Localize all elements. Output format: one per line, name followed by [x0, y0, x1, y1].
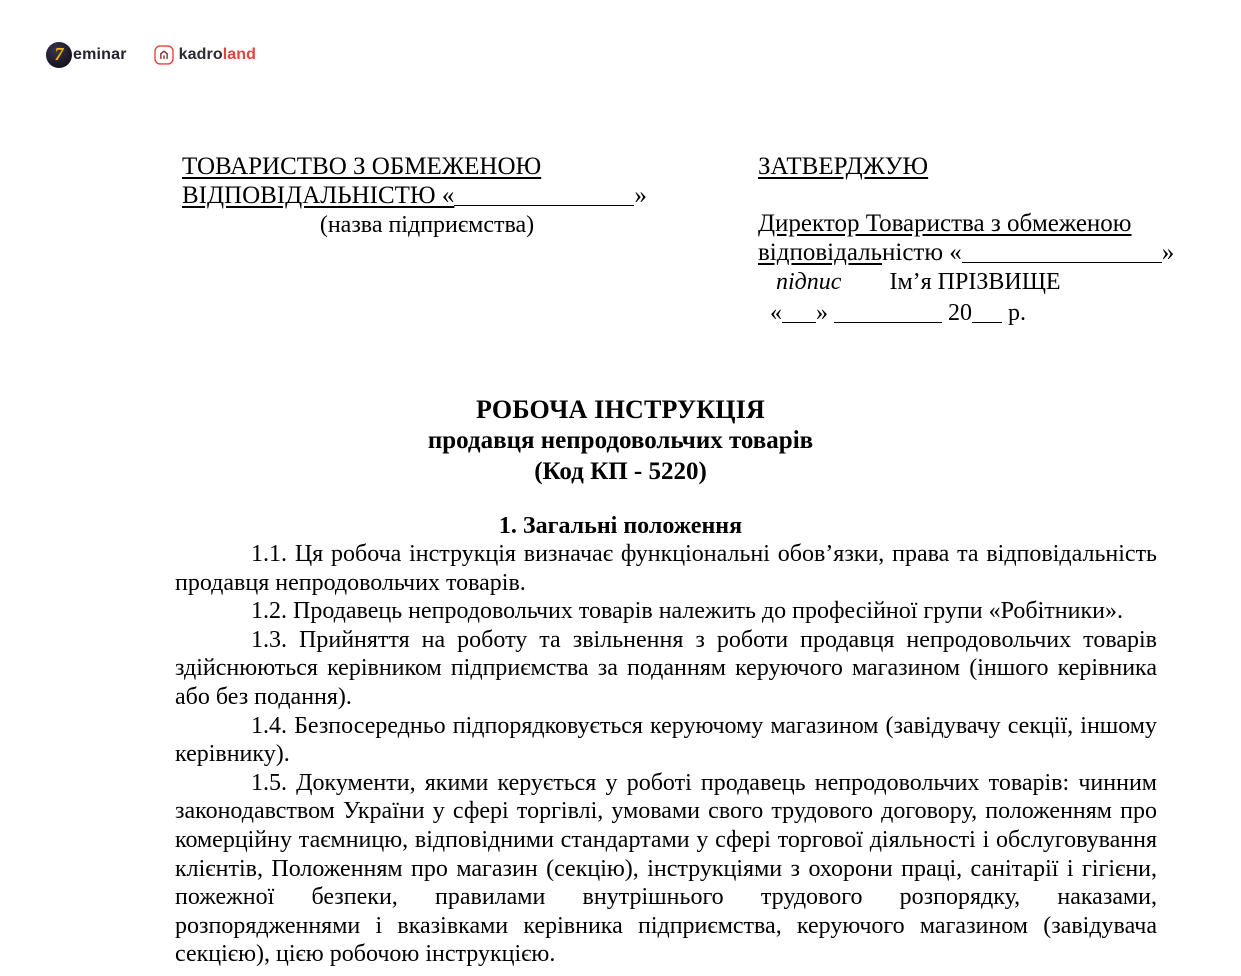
date-year-prefix: 20: [948, 300, 972, 326]
document-header: [0, 152, 1241, 342]
document-subtitle: продавця непродовольчих товарів: [427, 427, 814, 454]
approver-company-blank[interactable]: [962, 262, 1162, 263]
document-title-block: [0, 394, 1241, 487]
kadroland-logo[interactable]: [153, 44, 256, 66]
date-day-blank[interactable]: [782, 322, 816, 323]
company-caption: (назва підприємства): [319, 212, 535, 238]
branding-bar: [46, 38, 256, 72]
approval-block: [758, 152, 1178, 329]
signature-label: підпис: [776, 269, 842, 295]
paragraph-1-1: 1.1. Ця робоча інструкція визначає функціональні обов’язки, права та відповідальність продавця непродовольчих товарів.: [175, 541, 1157, 596]
zeminar-logo[interactable]: [46, 42, 127, 68]
section-body: [175, 540, 1157, 969]
approver-line-2-underlined: відповідаль: [758, 239, 883, 266]
date-year-blank[interactable]: [972, 322, 1002, 323]
date-month-blank[interactable]: [834, 322, 942, 323]
kadroland-word-dark: kadro: [178, 46, 223, 63]
company-line-2: [182, 181, 672, 210]
date-year-suffix: р.: [1002, 300, 1026, 326]
kadroland-house-logo-icon: [153, 44, 175, 66]
zeminar-wordmark: eminar: [73, 46, 127, 63]
date-row: [758, 298, 1178, 329]
approver-line-2: [758, 238, 1178, 267]
paragraph-1-4: 1.4. Безпосередньо підпорядковується керуючому магазином (завідувачу секції, іншому керівнику).: [175, 712, 1157, 768]
zeminar-circle-logo-icon: [46, 42, 72, 68]
date-open-quote: «: [770, 300, 782, 326]
approver-line-2-rest: ністю «: [882, 239, 962, 266]
document-code: (Код КП - 5220): [534, 458, 707, 485]
date-close-quote: »: [816, 300, 828, 326]
document-title: РОБОЧА ІНСТРУКЦІЯ: [475, 395, 766, 424]
zeminar-mark-letter: 7: [54, 44, 64, 64]
paragraph-1-5: 1.5. Документи, якими керується у роботі продавець непродовольчих товарів: чинним законодавством України у сфері торгівлі, умовами свого трудового договору, положенням про комерційну таємницю, відповідними стандартами у сфері торгової діяльності і обслуговування клієнтів, Положенням про магазин (секцію), інструкціями з охорони праці, санітарії і гігієни, пожежної безпеки, правилами внутрішнього трудового розпорядку, наказами, розпорядженнями і вказівками керівника підприємства, керуючого магазином (завідувача секцією), цією робочою інструкцією.: [175, 769, 1157, 968]
company-line-1: ТОВАРИСТВО З ОБМЕЖЕНОЮ: [182, 153, 542, 180]
company-block: [182, 152, 672, 240]
approver-line-1: Директор Товариства з обмеженою: [758, 210, 1132, 237]
kadroland-word-red: land: [222, 46, 257, 63]
company-line-2-suffix: »: [634, 182, 647, 209]
paragraph-1-3: 1.3. Прийняття на роботу та звільнення з роботи продавця непродовольчих товарів здійснюються керівником підприємства за поданням керуючого магазином (іншого керівника або без подання).: [175, 626, 1157, 710]
company-line-2-prefix: ВІДПОВІДАЛЬНІСТЮ «: [182, 182, 455, 209]
paragraph-1-2: 1.2. Продавець непродовольчих товарів належить до професійної групи «Робітники».: [251, 598, 1123, 625]
approve-label: ЗАТВЕРДЖУЮ: [758, 153, 929, 180]
kadroland-wordmark: [179, 46, 256, 64]
company-name-blank[interactable]: [454, 205, 634, 206]
approver-name-label: Ім’я ПРІЗВИЩЕ: [889, 269, 1061, 295]
section-heading: 1. Загальні положення: [498, 513, 743, 539]
signature-row: [758, 267, 1178, 298]
approver-line-2-suffix: »: [1161, 239, 1175, 266]
